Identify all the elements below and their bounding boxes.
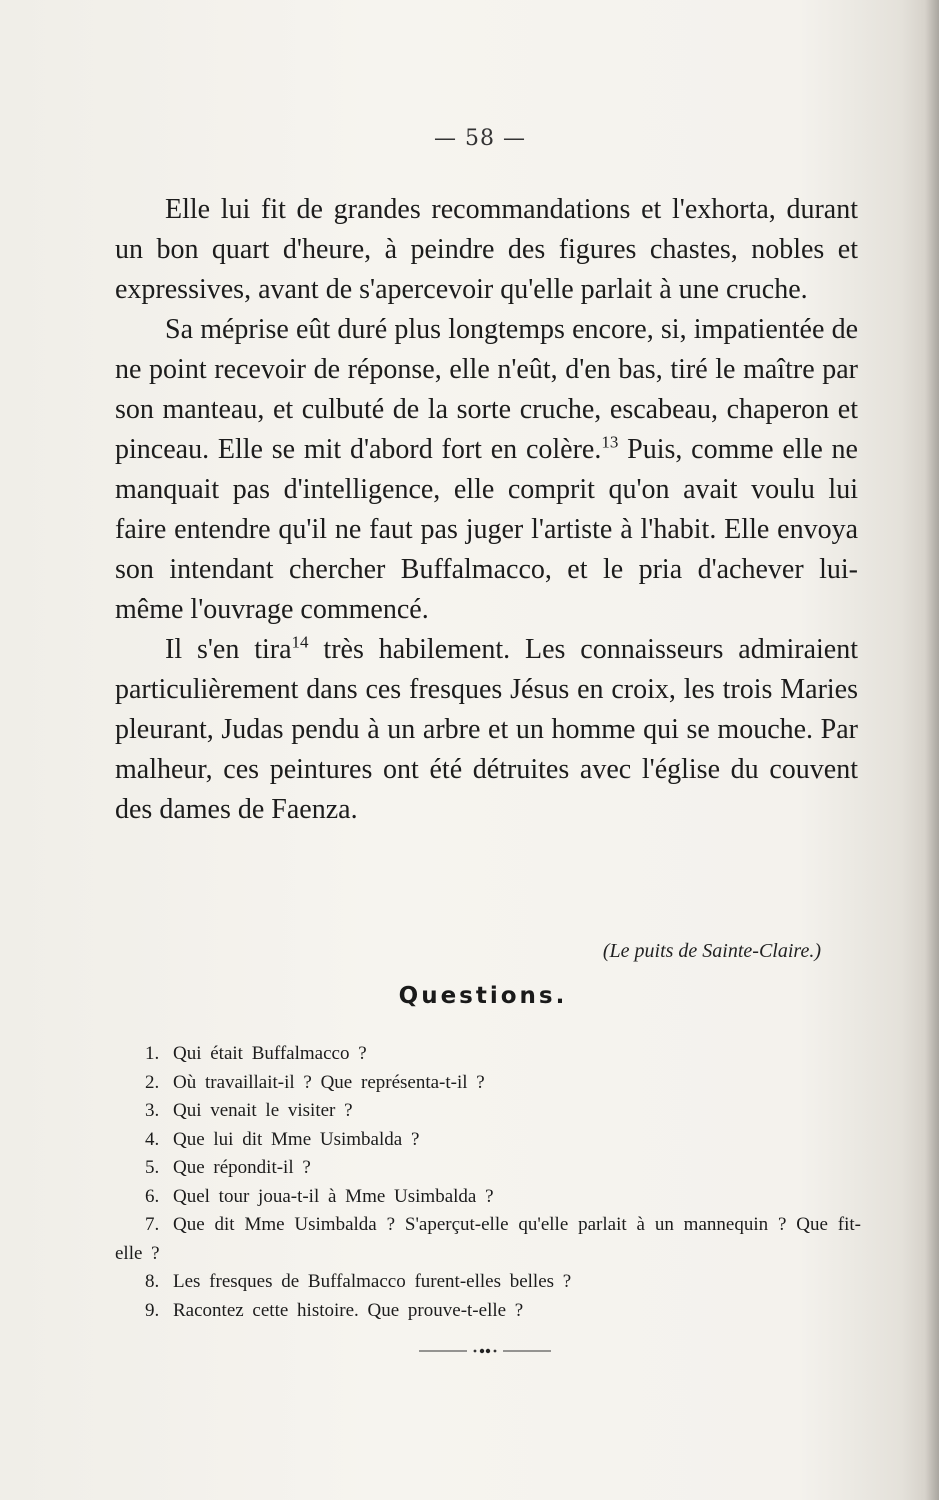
paragraph-text: Elle lui fit de grandes recommandations et l'exhorta, durant un bon quart d'heure, à peindre des figures chastes, nobles et expressives, avant de s'apercevoir qu'elle parlait à une cruche. xyxy=(115,194,858,305)
question-item xyxy=(115,1211,861,1268)
question-item xyxy=(115,1069,861,1098)
question-number: 7. xyxy=(145,1214,160,1235)
question-item xyxy=(115,1268,861,1297)
paragraph-text: Sa méprise eût duré plus longtemps encore, si, impatientée de ne point recevoir de réponse, elle n'eût, d'en bas, tiré le maître par son manteau, et culbuté de la sorte cruche, escabeau, chaperon et pinceau. Elle se mit d'abord fort en colère. xyxy=(115,314,858,465)
footnote-marker: 13 xyxy=(601,432,619,452)
paragraph-text: très habilement. Les connaisseurs admiraient particulièrement dans ces fresques Jésus en croix, les trois Maries pleurant, Judas pendu à un arbre et un homme qui se mouche. Par malheur, ces peintures ont été détruites avec l'église du couvent des dames de Faenza. xyxy=(115,634,858,825)
questions-heading: Questions. xyxy=(398,983,568,1009)
question-number: 9. xyxy=(145,1299,160,1321)
paragraph xyxy=(115,630,858,830)
question-item xyxy=(115,1297,861,1326)
footnote-marker: 14 xyxy=(291,632,309,652)
question-text: Les fresques de Buffalmacco furent-elles belles ? xyxy=(173,1271,572,1292)
question-number: 5. xyxy=(145,1157,160,1178)
source-citation: (Le puits de Sainte-Claire.) xyxy=(602,940,821,962)
ornamental-rule-icon xyxy=(415,1345,555,1357)
question-item xyxy=(115,1040,861,1069)
question-number: 6. xyxy=(145,1185,160,1207)
paragraph xyxy=(115,310,858,630)
question-number: 3. xyxy=(145,1100,160,1121)
question-number: 8. xyxy=(145,1271,160,1292)
question-text: Que lui dit Mme Usimbalda ? xyxy=(173,1128,420,1150)
paragraph xyxy=(115,190,858,310)
body-text xyxy=(115,190,858,830)
question-item xyxy=(115,1183,861,1212)
question-item xyxy=(115,1126,861,1155)
question-item xyxy=(115,1154,861,1183)
page-number: — 58 — xyxy=(434,126,526,151)
question-item xyxy=(115,1097,861,1126)
questions-list xyxy=(115,1040,861,1325)
question-text: Que dit Mme Usimbalda ? S'aperçut-elle qu'elle parlait à un mannequin ? Que fit-elle ? xyxy=(115,1214,861,1264)
paragraph-text: Il s'en tira xyxy=(165,634,292,665)
question-number: 2. xyxy=(145,1071,160,1093)
question-text: Racontez cette histoire. Que prouve-t-elle ? xyxy=(173,1299,524,1321)
question-text: Quel tour joua-t-il à Mme Usimbalda ? xyxy=(173,1185,494,1207)
question-text: Qui venait le visiter ? xyxy=(173,1100,353,1121)
paragraph-text: Puis, comme elle ne manquait pas d'intelligence, elle comprit qu'on avait voulu lui faire entendre qu'il ne faut pas juger l'artiste à l'habit. Elle envoya son intendant chercher Buffalmacco, et le pria d'achever lui-même l'ouvrage commencé. xyxy=(115,434,858,625)
question-number: 1. xyxy=(145,1043,160,1064)
question-number: 4. xyxy=(145,1128,160,1150)
page-edge-shadow xyxy=(925,0,939,1500)
question-text: Où travaillait-il ? Que représenta-t-il ? xyxy=(173,1071,485,1093)
question-text: Qui était Buffalmacco ? xyxy=(173,1043,367,1064)
question-text: Que répondit-il ? xyxy=(173,1157,311,1178)
